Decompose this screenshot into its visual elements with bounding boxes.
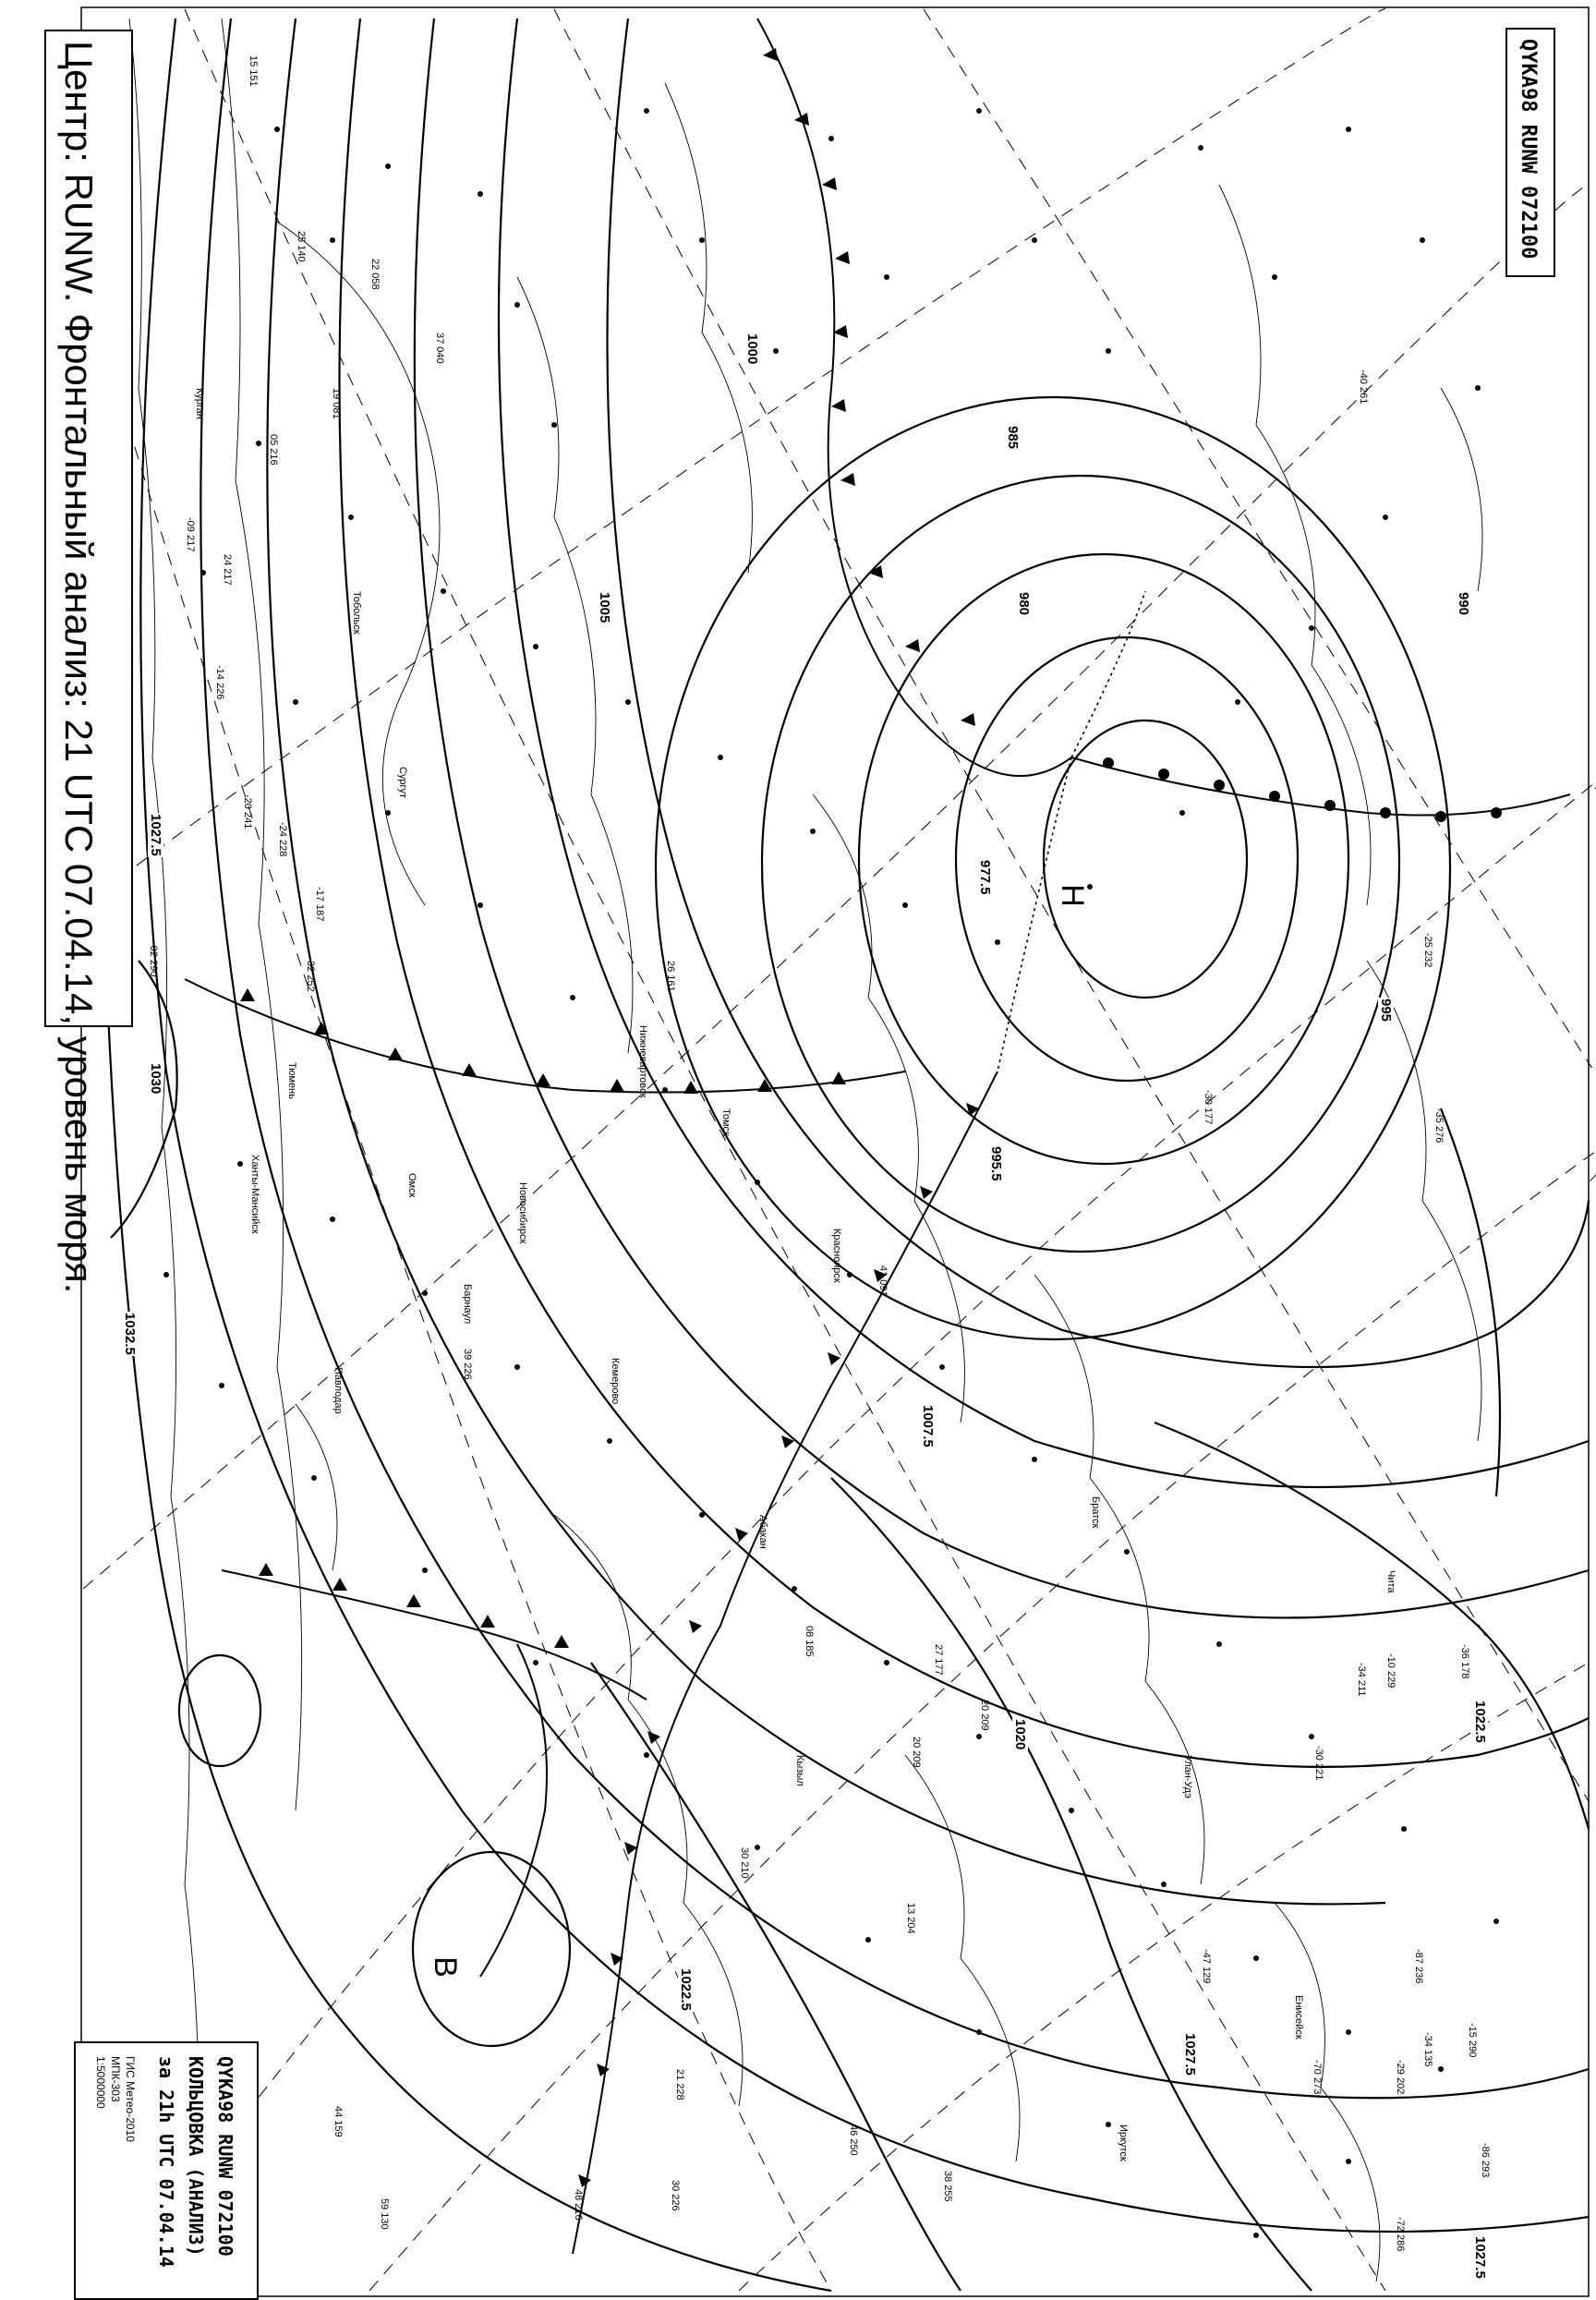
station-plot: 41 091 — [877, 1265, 889, 1297]
station-plot: -09 217 — [185, 517, 196, 552]
station-plot: -70 273 — [1312, 2060, 1323, 2095]
station-plot: 37 040 — [434, 333, 445, 364]
station-plot: -15 290 — [1467, 2023, 1478, 2058]
station-plot: 32 252 — [305, 961, 316, 992]
station-plot: -20 241 — [242, 794, 253, 829]
isobar-label: 990 — [1456, 592, 1471, 616]
station-plot: -10 229 — [1385, 1653, 1396, 1689]
map-title: Центр: RUNW. Фронтальный анализ: 21 UTC 07.04.14, уровень моря. — [57, 41, 101, 1294]
map-code: QYKA98 RUNW 072100 — [1517, 39, 1540, 260]
legend-scale: 1:5000000 — [94, 2056, 107, 2109]
high-center-label: В — [427, 1956, 463, 1978]
station-plot: 30 226 — [670, 2180, 681, 2211]
station-plot: 39 226 — [462, 1349, 473, 1380]
isobar-label: 1005 — [597, 592, 612, 623]
station-plot: 22 058 — [369, 259, 381, 290]
station-label: Тюмень — [286, 1062, 297, 1099]
isobars — [99, 18, 1589, 2291]
station-plot: -35 276 — [1433, 1108, 1445, 1144]
station-label: Братск — [1090, 1496, 1101, 1529]
legend-box — [74, 2041, 259, 2300]
station-label: Тобольск — [351, 591, 362, 635]
station-label: Ханты-Мансийск — [249, 1155, 260, 1234]
station-label: Павлодар — [332, 1367, 344, 1414]
station-plot: 59 130 — [379, 2198, 390, 2230]
station-plot: 27 177 — [933, 1644, 944, 1676]
station-plot: -14 226 — [214, 665, 225, 700]
legend-code: QYKA98 RUNW 072100 — [214, 2056, 236, 2257]
station-label: Томск — [720, 1108, 732, 1136]
isobar-label: 1020 — [1012, 1719, 1028, 1750]
station-plot: -30 177 — [1203, 1090, 1214, 1125]
station-plot: -29 202 — [1395, 2060, 1406, 2095]
station-plot: -40 261 — [1358, 369, 1369, 405]
station-label: Новосибирск — [517, 1182, 528, 1244]
map-title-box — [44, 30, 133, 1294]
station-plot: -24 228 — [277, 822, 288, 857]
station-plot: -72 286 — [1395, 2217, 1406, 2252]
legend-time: за 21h UTC 07.04.14 — [155, 2056, 177, 2268]
station-label: Курган — [194, 388, 205, 419]
isobar-label: 995.5 — [988, 1146, 1004, 1181]
isobar-label: 1027.5 — [1182, 2033, 1198, 2076]
low-isobars — [499, 18, 1589, 1487]
station-plot: 08 185 — [804, 1626, 815, 1657]
station-plot: -47 129 — [1201, 1949, 1212, 1984]
station-plot: 05 216 — [268, 434, 279, 466]
station-plot: -36 178 — [1459, 1644, 1470, 1679]
isobar-label: 1022.5 — [1472, 1701, 1488, 1743]
legend-form: МПК-303 — [109, 2056, 122, 2102]
station-label: Омск — [406, 1173, 417, 1198]
map-code-box — [1505, 28, 1555, 277]
station-plot: -30 221 — [1313, 1746, 1324, 1781]
station-plot: 15 151 — [248, 55, 259, 87]
station-label: Красноярск — [831, 1229, 842, 1283]
isobar-label: 1000 — [744, 333, 760, 365]
isobar-label: 980 — [1016, 592, 1032, 616]
station-label: Кемерово — [610, 1358, 621, 1405]
station-plot: -34 211 — [1356, 1663, 1367, 1697]
legend-org: ГИС Метео-2010 — [124, 2056, 137, 2142]
isobar-label: 985 — [1005, 426, 1021, 450]
station-label: Нижневартовск — [637, 1025, 648, 1098]
station-plot: 20 209 — [911, 1737, 922, 1768]
station-label: Чита — [1385, 1570, 1396, 1593]
station-plot: 30 210 — [739, 1847, 750, 1879]
map-frame — [81, 7, 1589, 2296]
station-label: Енисейск — [1293, 1995, 1304, 2040]
station-label: Улан-Удэ — [1182, 1755, 1193, 1798]
station-plot: 25 140 — [296, 231, 307, 262]
station-plot: 48 216 — [573, 2189, 584, 2221]
isobar-label: 1007.5 — [920, 1405, 936, 1447]
station-plot: -17 187 — [314, 887, 325, 922]
coordinate-grid — [83, 9, 1596, 2291]
isobar-label: 1022.5 — [678, 1968, 694, 2011]
legend-name: КОЛЬЦОВКА (АНАЛИЗ) — [185, 2056, 207, 2257]
station-plot: 46 250 — [848, 2124, 859, 2156]
station-plot: 19 081 — [331, 388, 342, 419]
isobar-label: 1027.5 — [1472, 2236, 1488, 2279]
station-plot: 13 204 — [905, 1903, 916, 1934]
station-label: Иркутск — [1118, 2124, 1129, 2161]
station-label: Кызыл — [794, 1755, 805, 1786]
isobar-label: 1032.5 — [122, 1313, 138, 1355]
station-plot: -87 236 — [1413, 1949, 1424, 1984]
station-plot: 26 161 — [665, 961, 676, 992]
station-label: Барнаул — [462, 1284, 473, 1325]
station-plot: -34 135 — [1422, 2032, 1433, 2067]
isobar-label: 1027.5 — [148, 814, 163, 856]
isobar-label: 995 — [1378, 999, 1394, 1023]
station-plot: -86 293 — [1480, 2143, 1491, 2178]
low-center-label: Н — [1054, 884, 1090, 907]
station-label: Абакан — [757, 1515, 768, 1549]
fronts — [185, 18, 1570, 2254]
station-plot: -25 232 — [1422, 933, 1433, 968]
station-label: Сургут — [397, 767, 408, 798]
isobar-label: 977.5 — [977, 860, 993, 895]
station-plot: -02 290 — [148, 942, 159, 977]
station-plot: 20 209 — [979, 1700, 990, 1731]
station-dots — [163, 108, 1499, 2238]
warm-front-symbols — [1103, 757, 1502, 822]
occlusion-front — [998, 591, 1145, 1071]
isobar-label: 1030 — [148, 1063, 163, 1095]
station-plot: 38 255 — [942, 2171, 953, 2202]
geography-lines — [129, 18, 1482, 2291]
station-plot: 21 228 — [674, 2069, 685, 2100]
station-plot: 24 217 — [222, 554, 233, 586]
station-plot: 44 159 — [332, 2106, 344, 2137]
